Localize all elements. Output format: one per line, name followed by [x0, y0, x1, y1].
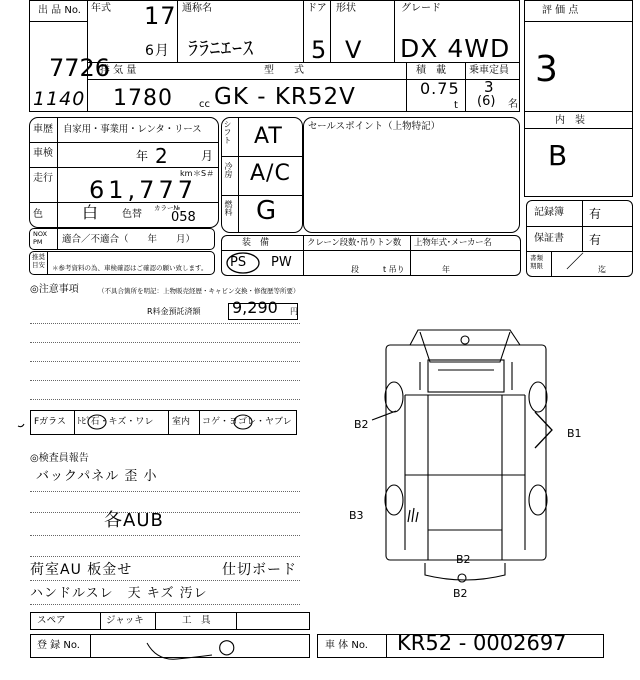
inspection-month: 2: [155, 144, 169, 168]
model-month: 6月: [145, 43, 170, 59]
shift-value: AT: [254, 124, 283, 149]
notes-subtitle: （不具合箇所を明記：上物販売経歴・キャビン交換・修復歴等所要）: [98, 287, 300, 295]
label-grade: グレード: [401, 3, 441, 14]
notes-title: ◎注意事項: [30, 284, 79, 295]
interior-value: B: [548, 139, 569, 172]
label-tools: 工 具: [182, 615, 211, 626]
report-line-3b: 仕切ボード: [222, 562, 297, 578]
label-mileage: 走行: [33, 173, 53, 184]
label-guide: 推奨 目安: [32, 253, 45, 269]
label-door: ドア: [307, 3, 327, 14]
label-car-name: 通称名: [182, 3, 212, 14]
label-registration: 登 録 No.: [37, 640, 80, 651]
displacement-unit: cc: [199, 99, 210, 110]
diagram-label-b2-rear: B2: [456, 553, 471, 566]
label-score: 評 価 点: [542, 5, 579, 16]
load-value: 0.75: [420, 79, 460, 98]
mileage-marks: ＊S＃: [193, 169, 215, 178]
label-fuel: 燃料: [224, 200, 233, 216]
capacity-value-2: (6): [477, 94, 496, 109]
recycle-value: 9,290: [232, 298, 278, 317]
equip-pw: PW: [271, 255, 292, 270]
registration-mark: ○: [218, 634, 237, 658]
label-year: 年式: [91, 3, 111, 14]
label-ac: 冷房: [224, 162, 233, 178]
diagram-label-b1: B1: [567, 427, 582, 440]
label-interior: 内 装: [555, 115, 585, 126]
mileage-unit: km: [180, 169, 193, 178]
label-jack: ジャッキ: [106, 615, 144, 626]
note-text: ＊参考資料の為、車検確認はご確認の願い致します。: [52, 264, 208, 272]
crane-ton-unit: t 吊り: [383, 265, 405, 274]
label-color: 色: [33, 209, 43, 220]
left-scribble: 1140: [33, 88, 86, 110]
documents-unit: 迄: [598, 265, 606, 274]
doors: 5: [311, 36, 328, 64]
report-line-2: 各AUB: [104, 510, 164, 531]
grade: DX 4WD: [400, 34, 511, 63]
label-recolor: 色替: [122, 209, 142, 220]
record-book-value: 有: [589, 207, 602, 221]
capacity-value: 3: [484, 78, 495, 96]
label-model: 型 式: [264, 65, 304, 76]
recycle-label: R料金預託済額: [147, 307, 201, 316]
label-equipment: 装 備: [242, 238, 270, 248]
label-spare: スペア: [37, 615, 66, 626]
capacity-unit: 名: [508, 99, 518, 110]
recycle-unit: 円: [290, 307, 298, 316]
check-chip: ﾄﾋﾞ石・キズ・ワレ: [77, 417, 154, 427]
nox-text: 適合／不適合（ 年 月）: [62, 234, 196, 245]
chassis-number: KR52 - 0002697: [397, 631, 567, 655]
score-value: 3: [535, 49, 559, 90]
fuel-value: G: [256, 196, 278, 226]
inspection-year-unit: 年: [136, 149, 149, 163]
label-documents: 書類 期限: [530, 254, 543, 270]
label-history: 車歴: [33, 124, 53, 135]
load-unit: t: [454, 100, 458, 111]
model-code: GK - KR52V: [214, 84, 356, 110]
label-load: 積 載: [416, 65, 446, 76]
diagram-label-b2-left: B2: [354, 418, 369, 431]
check-stain: コゲ・ヨゴレ・ヤブレ: [202, 417, 292, 427]
model-year: 17: [144, 2, 177, 30]
label-shape: 形状: [336, 3, 356, 14]
label-capacity: 乗車定員: [469, 65, 509, 76]
car-name: ﾗﾗﾆｴｰｽ: [188, 36, 254, 60]
warranty-value: 有: [589, 233, 602, 247]
check-glass: Fガラス: [34, 417, 66, 427]
label-record-book: 記録簿: [534, 207, 564, 218]
report-line-4: ハンドルスレ 天 キズ 汚レ: [30, 586, 208, 601]
color-number: 058: [171, 210, 196, 225]
upper-year-unit: 年: [442, 265, 450, 274]
label-sales-point: セールスポイント（上物特記）: [308, 121, 441, 132]
label-upper: 上物年式･メーカー名: [414, 238, 492, 248]
label-color-number: カラー№: [154, 204, 181, 212]
lot-number: 7726: [49, 54, 111, 82]
report-line-1: バックパネル 歪 小: [36, 469, 158, 484]
label-warranty: 保証書: [534, 233, 564, 244]
color-value: 白: [82, 203, 100, 222]
body-shape: V: [345, 36, 363, 64]
label-chassis: 車 体 No.: [325, 640, 368, 651]
label-crane: クレーン段数･吊りトン数: [307, 238, 401, 248]
label-lot-no: 出 品 No.: [38, 5, 81, 16]
label-nox: NOX PM: [33, 230, 48, 246]
diagram-label-b3: B3: [349, 509, 364, 522]
check-interior: 室内: [172, 417, 191, 427]
crane-stage-unit: 段: [351, 265, 359, 274]
report-title: ◎検査員報告: [30, 453, 89, 464]
label-shift: シフト: [223, 120, 232, 144]
label-inspection: 車検: [33, 148, 53, 159]
report-line-3a: 荷室AU 板金せ: [30, 562, 133, 578]
inspection-month-unit: 月: [201, 149, 214, 163]
equip-ps: PS: [230, 255, 247, 270]
ac-value: A/C: [250, 161, 291, 186]
mileage-value: 61,777: [89, 176, 197, 204]
displacement: 1780: [113, 86, 173, 111]
history-options: 自家用・事業用・レンタ・リース: [63, 124, 202, 135]
label-displacement: 排 気 量: [100, 65, 137, 76]
documents-value: ／: [566, 252, 585, 273]
diagram-label-b2-bottom: B2: [453, 587, 468, 600]
